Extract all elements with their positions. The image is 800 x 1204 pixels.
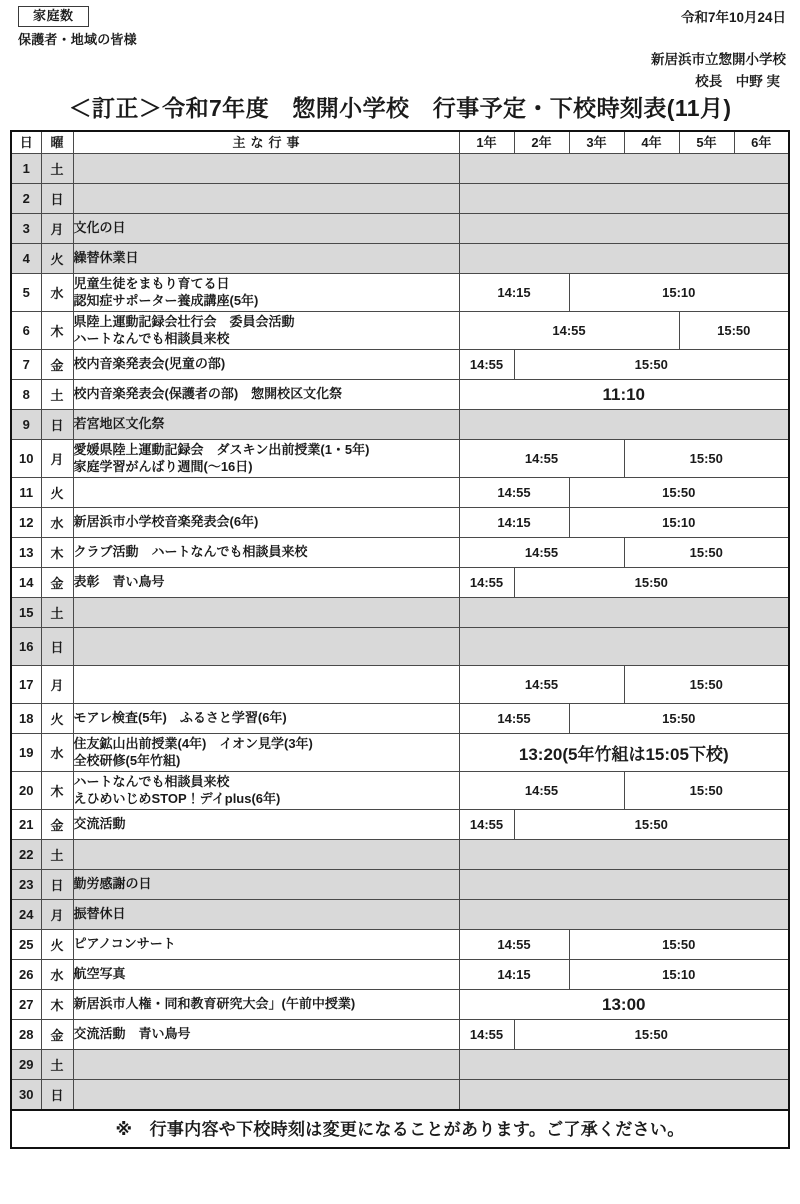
event-line: 全校研修(5年竹組) [73,752,181,768]
event-line: 文化の日 [73,220,126,236]
cell-events [73,244,459,274]
cell-day: 22 [11,840,41,870]
event-line: ハートなんでも相談員来校 [73,330,230,346]
cell-dismissal-time: 14:55 [459,666,624,704]
table-row [11,440,789,478]
cell-events [73,900,459,930]
cell-day-of-week: 月 [41,900,73,930]
event-line: 新居浜市小学校音楽発表会(6年) [73,514,259,530]
cell-day: 30 [11,1080,41,1110]
cell-dismissal-empty [459,900,789,930]
cell-dismissal-empty [459,184,789,214]
table-row [11,772,789,810]
table-row [11,568,789,598]
header-day: 日 [11,131,41,154]
table-row [11,508,789,538]
cell-events [73,568,459,598]
event-line: 新居浜市人権・同和教育研究大会」(午前中授業) [73,996,356,1012]
cell-dismissal-empty [459,1050,789,1080]
cell-day: 12 [11,508,41,538]
cell-day-of-week: 火 [41,244,73,274]
cell-events [73,870,459,900]
cell-dismissal-time: 15:50 [679,312,789,350]
cell-day: 15 [11,598,41,628]
cell-dismissal-time: 14:15 [459,508,569,538]
cell-day: 26 [11,960,41,990]
cell-events [73,810,459,840]
table-row [11,840,789,870]
cell-day-of-week: 火 [41,704,73,734]
table-row [11,900,789,930]
cell-day-of-week: 水 [41,960,73,990]
event-line: 愛媛県陸上運動記録会 ダスキン出前授業(1・5年) [73,441,370,457]
cell-dismissal-time: 15:10 [569,508,789,538]
cell-day-of-week: 土 [41,380,73,410]
header-grade-6: 6年 [734,131,789,154]
cell-dismissal-time: 15:50 [569,930,789,960]
cell-day-of-week: 火 [41,930,73,960]
cell-day-of-week: 木 [41,990,73,1020]
cell-events [73,478,459,508]
cell-events [73,628,459,666]
cell-day-of-week: 水 [41,274,73,312]
event-line: 若宮地区文化祭 [73,416,165,432]
table-row [11,666,789,704]
cell-day: 27 [11,990,41,1020]
addressee-line: 保護者・地域の皆様 [18,32,137,48]
cell-day-of-week: 火 [41,478,73,508]
cell-events [73,704,459,734]
cell-dismissal-time: 15:50 [624,538,789,568]
table-head [11,131,789,154]
cell-dismissal-time: 15:10 [569,960,789,990]
cell-day-of-week: 日 [41,628,73,666]
cell-day: 21 [11,810,41,840]
table-row [11,1050,789,1080]
table-row [11,410,789,440]
header-event: 主な行事 [73,131,459,154]
cell-day-of-week: 金 [41,810,73,840]
cell-day-of-week: 土 [41,840,73,870]
cell-day: 23 [11,870,41,900]
event-line: クラブ活動 ハートなんでも相談員来校 [73,544,308,560]
cell-day-of-week: 月 [41,214,73,244]
table-row [11,538,789,568]
cell-dismissal-time: 14:15 [459,960,569,990]
cell-day: 11 [11,478,41,508]
cell-day: 19 [11,734,41,772]
cell-events [73,440,459,478]
cell-day: 7 [11,350,41,380]
cell-day-of-week: 月 [41,666,73,704]
cell-day: 3 [11,214,41,244]
event-line: えひめいじめSTOP！デイplus(6年) [73,790,281,806]
cell-dismissal-time: 15:50 [624,772,789,810]
event-line: ハートなんでも相談員来校 [73,773,230,789]
table-row [11,930,789,960]
cell-day-of-week: 土 [41,1050,73,1080]
cell-day-of-week: 月 [41,440,73,478]
header-grade-3: 3年 [569,131,624,154]
event-line: 児童生徒をまもり育てる日 [73,275,230,291]
cell-day: 4 [11,244,41,274]
cell-dismissal-time: 15:50 [514,568,789,598]
cell-day-of-week: 日 [41,410,73,440]
page-title: ＜訂正＞令和7年度 惣開小学校 行事予定・下校時刻表(11月) [68,95,732,121]
cell-day: 16 [11,628,41,666]
event-line: 県陸上運動記録会壮行会 委員会活動 [73,313,295,329]
cell-day: 18 [11,704,41,734]
cell-dismissal-time: 11:10 [459,380,789,410]
table-row [11,960,789,990]
event-line: 振替休日 [73,906,126,922]
cell-dismissal-time: 14:15 [459,274,569,312]
cell-day: 13 [11,538,41,568]
cell-day-of-week: 土 [41,154,73,184]
cell-day: 28 [11,1020,41,1050]
event-line: 校内音楽発表会(児童の部) [73,356,226,372]
cell-dismissal-time: 15:50 [514,810,789,840]
table-row [11,598,789,628]
event-line: モアレ検査(5年) ふるさと学習(6年) [73,710,287,726]
cell-day-of-week: 木 [41,312,73,350]
cell-dismissal-empty [459,628,789,666]
header-dow: 曜 [41,131,73,154]
event-line: 家庭学習がんばり週間(～16日) [73,458,253,474]
cell-day: 8 [11,380,41,410]
cell-dismissal-time: 14:55 [459,440,624,478]
cell-events [73,930,459,960]
cell-events [73,960,459,990]
schedule-table [10,130,790,1111]
event-line: 住友鉱山出前授業(4年) イオン見学(3年) [73,735,313,751]
cell-dismissal-empty [459,598,789,628]
cell-dismissal-empty [459,870,789,900]
cell-dismissal-time: 14:55 [459,538,624,568]
cell-events [73,772,459,810]
cell-events [73,538,459,568]
cell-day: 10 [11,440,41,478]
cell-dismissal-empty [459,154,789,184]
cell-day: 17 [11,666,41,704]
cell-dismissal-time: 13:20(5年竹組は15:05下校) [459,734,789,772]
header-grade-2: 2年 [514,131,569,154]
cell-day-of-week: 水 [41,508,73,538]
cell-dismissal-time: 15:50 [514,350,789,380]
cell-events [73,274,459,312]
event-line: 認知症サポーター養成講座(5年) [73,292,259,308]
cell-dismissal-time: 14:55 [459,350,514,380]
cell-events [73,1050,459,1080]
cell-dismissal-empty [459,214,789,244]
cell-dismissal-empty [459,1080,789,1110]
cell-events [73,214,459,244]
masthead [10,0,790,90]
cell-dismissal-empty [459,410,789,440]
table-row [11,628,789,666]
table-row [11,350,789,380]
cell-dismissal-time: 14:55 [459,568,514,598]
cell-day: 20 [11,772,41,810]
cell-day: 5 [11,274,41,312]
cell-dismissal-time: 14:55 [459,1020,514,1050]
cell-day-of-week: 水 [41,734,73,772]
cell-day: 2 [11,184,41,214]
cell-dismissal-time: 14:55 [459,930,569,960]
cell-dismissal-time: 13:00 [459,990,789,1020]
table-body [11,154,789,1110]
event-line: 表彰 青い鳥号 [73,574,165,590]
cell-events [73,184,459,214]
cell-events [73,410,459,440]
table-row [11,244,789,274]
footer-note: ※ 行事内容や下校時刻は変更になることがあります。ご了承ください。 [10,1111,790,1149]
cell-dismissal-time: 14:55 [459,312,679,350]
table-row [11,184,789,214]
cell-events [73,1020,459,1050]
household-count-box: 家庭数 [18,6,89,27]
cell-dismissal-time: 14:55 [459,810,514,840]
cell-day: 29 [11,1050,41,1080]
table-row [11,214,789,244]
cell-day-of-week: 日 [41,1080,73,1110]
cell-day-of-week: 木 [41,772,73,810]
cell-day-of-week: 金 [41,1020,73,1050]
event-line: 繰替休業日 [73,250,139,266]
event-line: 交流活動 [73,816,126,832]
cell-day-of-week: 金 [41,350,73,380]
cell-events [73,598,459,628]
cell-events [73,666,459,704]
cell-dismissal-empty [459,244,789,274]
header-row [11,131,789,154]
issue-date: 令和7年10月24日 [680,10,786,25]
table-row [11,154,789,184]
cell-events [73,990,459,1020]
cell-dismissal-time: 15:10 [569,274,789,312]
table-row [11,380,789,410]
cell-events [73,154,459,184]
event-line: 校内音楽発表会(保護者の部) 惣開校区文化祭 [73,386,343,402]
cell-day-of-week: 土 [41,598,73,628]
cell-events [73,312,459,350]
table-row [11,1080,789,1110]
cell-dismissal-time: 14:55 [459,704,569,734]
cell-events [73,508,459,538]
table-row [11,312,789,350]
cell-events [73,734,459,772]
cell-day: 14 [11,568,41,598]
header-grade-4: 4年 [624,131,679,154]
cell-dismissal-time: 14:55 [459,772,624,810]
cell-day: 9 [11,410,41,440]
table-row [11,990,789,1020]
table-row [11,810,789,840]
cell-day-of-week: 日 [41,870,73,900]
cell-events [73,350,459,380]
cell-dismissal-time: 14:55 [459,478,569,508]
cell-dismissal-time: 15:50 [624,440,789,478]
event-line: ピアノコンサート [73,936,176,952]
cell-day: 1 [11,154,41,184]
cell-day-of-week: 木 [41,538,73,568]
cell-events [73,840,459,870]
table-row [11,870,789,900]
cell-dismissal-time: 15:50 [624,666,789,704]
cell-dismissal-time: 15:50 [569,478,789,508]
cell-events [73,380,459,410]
cell-day: 6 [11,312,41,350]
cell-day: 24 [11,900,41,930]
cell-events [73,1080,459,1110]
cell-dismissal-time: 15:50 [569,704,789,734]
cell-day: 25 [11,930,41,960]
masthead-right [651,8,786,92]
principal-name: 校長 中野 実 [695,73,780,89]
table-row [11,478,789,508]
table-row [11,734,789,772]
masthead-left [18,6,137,48]
header-grade-1: 1年 [459,131,514,154]
table-row [11,274,789,312]
header-grade-5: 5年 [679,131,734,154]
table-row [11,1020,789,1050]
cell-dismissal-time: 15:50 [514,1020,789,1050]
cell-dismissal-empty [459,840,789,870]
cell-day-of-week: 日 [41,184,73,214]
table-row [11,704,789,734]
event-line: 航空写真 [73,966,126,982]
school-name: 新居浜市立惣開小学校 [651,52,786,68]
event-line: 勤労感謝の日 [73,876,152,892]
cell-day-of-week: 金 [41,568,73,598]
event-line: 交流活動 青い鳥号 [73,1026,191,1042]
